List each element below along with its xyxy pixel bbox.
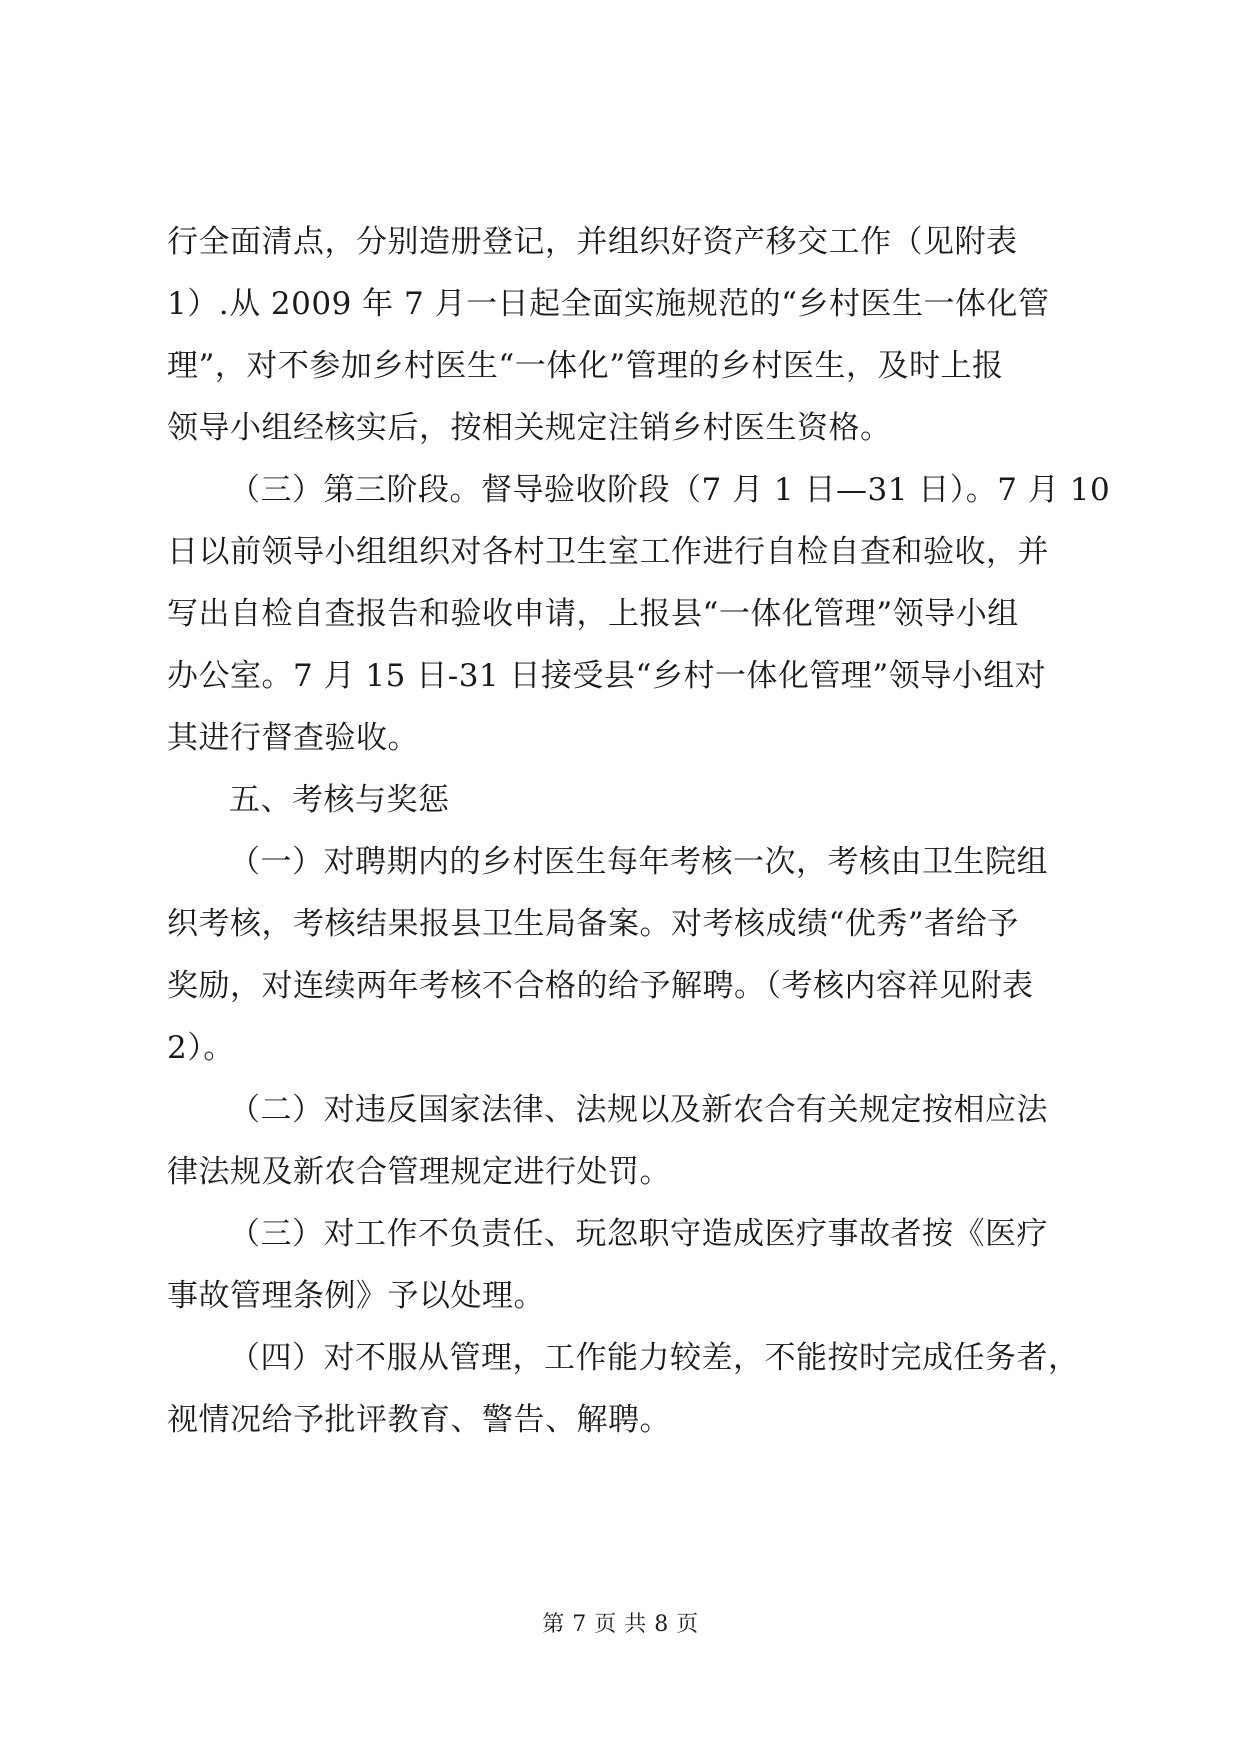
text-line: 领导小组经核实后，按相关规定注销乡村医生资格。 [167,410,892,446]
text-line: 行全面清点，分别造册登记，并组织好资产移交工作（见附表 [167,224,1018,260]
text-line: 其进行督查验收。 [167,720,419,756]
paragraph-start-line: （一）对聘期内的乡村医生每年考核一次，考核由卫生院组 [229,844,1048,880]
text-line: 律法规及新农合管理规定进行处罚。 [167,1154,671,1190]
page-number-footer: 第 7 页 共 8 页 [542,1612,699,1637]
text-line: 织考核，考核结果报县卫生局备案。对考核成绩“优秀”者给予 [167,906,1019,942]
text-line: 理”，对不参加乡村医生“一体化”管理的乡村医生，及时上报 [167,348,1004,384]
text-line: 视情况给予批评教育、警告、解聘。 [167,1402,671,1438]
text-line: 日以前领导小组组织对各村卫生室工作进行自检自查和验收，并 [167,534,1049,570]
text-line: 办公室。7 月 15 日-31 日接受县“乡村一体化管理”领导小组对 [167,658,1047,694]
text-line: 2）。 [167,1030,235,1066]
text-line: 奖励，对连续两年考核不合格的给予解聘。（考核内容祥见附表 [167,968,1034,1004]
paragraph-start-line: （三）对工作不负责任、玩忽职守造成医疗事故者按《医疗 [229,1216,1048,1252]
paragraph-start-line: （二）对违反国家法律、法规以及新农合有关规定按相应法 [229,1092,1048,1128]
paragraph-start-line: （四）对不服从管理，工作能力较差，不能按时完成任务者， [229,1340,1080,1376]
paragraph-start-line: （三）第三阶段。督导验收阶段（7 月 1 日—31 日）。7 月 10 [229,472,1111,508]
text-line: 写出自检自查报告和验收申请，上报县“一体化管理”领导小组 [167,596,1019,632]
text-line: 事故管理条例》予以处理。 [167,1278,545,1314]
section-heading: 五、考核与奖惩 [229,782,450,818]
text-line: 1）.从 2009 年 7 月一日起全面实施规范的“乡村医生一体化管 [167,286,1050,322]
